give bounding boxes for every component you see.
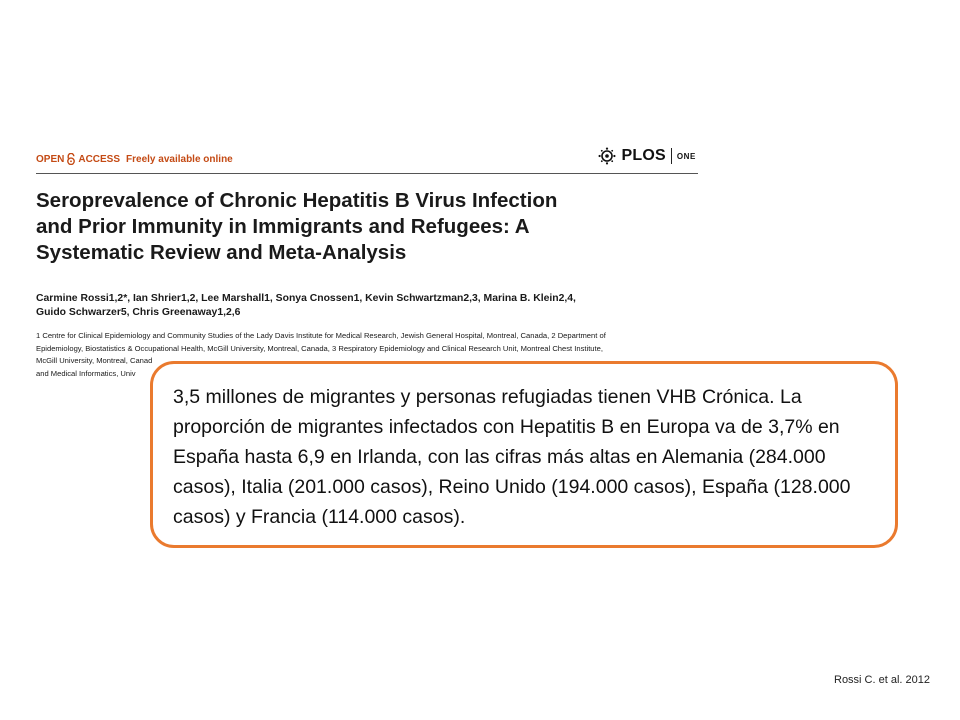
summary-callout [150, 361, 898, 548]
title-line: Seroprevalence of Chronic Hepatitis B Virus Infection [36, 189, 558, 212]
journal-header [36, 147, 698, 175]
header-rule [36, 173, 698, 174]
plos-logo-icon [598, 147, 616, 165]
callout-text: 3,5 millones de migrantes y personas refugiadas tienen VHB Crónica. La proporción de migrantes infectados con Hepatitis B en Europa va de 3,7% en España hasta 6,9 en Irlanda, con las cifras más altas en Alemania (284.000 casos), Italia (201.000 casos), Reino Unido (194.000 casos), España (128.000 casos) y Francia (114.000 casos). [173, 386, 851, 528]
title-line: and Prior Immunity in Immigrants and Refugees: A [36, 215, 530, 238]
authors-line: Guido Schwarzer5, Chris Greenaway1,2,6 [36, 307, 241, 318]
affiliation-line: Epidemiology, Biostatistics & Occupational Health, McGill University, Montreal, Canada, 3 Respiratory Epidemiology and Clinical Research Unit, Montreal Chest Institute, [36, 343, 603, 353]
affiliation-line: 1 Centre for Clinical Epidemiology and Community Studies of the Lady Davis Institute for Medical Research, Jewish General Hospital, Montreal, Canada, 2 Department of [36, 331, 606, 340]
affiliation-line: McGill University, Montreal, Canad [36, 356, 153, 366]
one-wordmark: ONE [676, 151, 696, 161]
logo-divider [671, 148, 672, 164]
author-list [36, 292, 706, 320]
access-label: ACCESS [78, 153, 121, 165]
plos-wordmark: PLOS [621, 147, 666, 164]
plos-one-logo [598, 147, 696, 165]
open-label: OPEN [36, 153, 65, 165]
freely-available-label: Freely available online [126, 153, 233, 165]
authors-line: Carmine Rossi1,2*, Ian Shrier1,2, Lee Marshall1, Sonya Cnossen1, Kevin Schwartzman2,3, Marina B. Klein2,4, [36, 293, 576, 304]
affiliation-line: and Medical Informatics, Univ [36, 368, 136, 378]
open-lock-icon [66, 153, 76, 165]
open-access-badge [36, 153, 233, 165]
title-line: Systematic Review and Meta-Analysis [36, 241, 407, 264]
paper-title [36, 188, 686, 266]
citation: Rossi C. et al. 2012 [834, 674, 930, 686]
